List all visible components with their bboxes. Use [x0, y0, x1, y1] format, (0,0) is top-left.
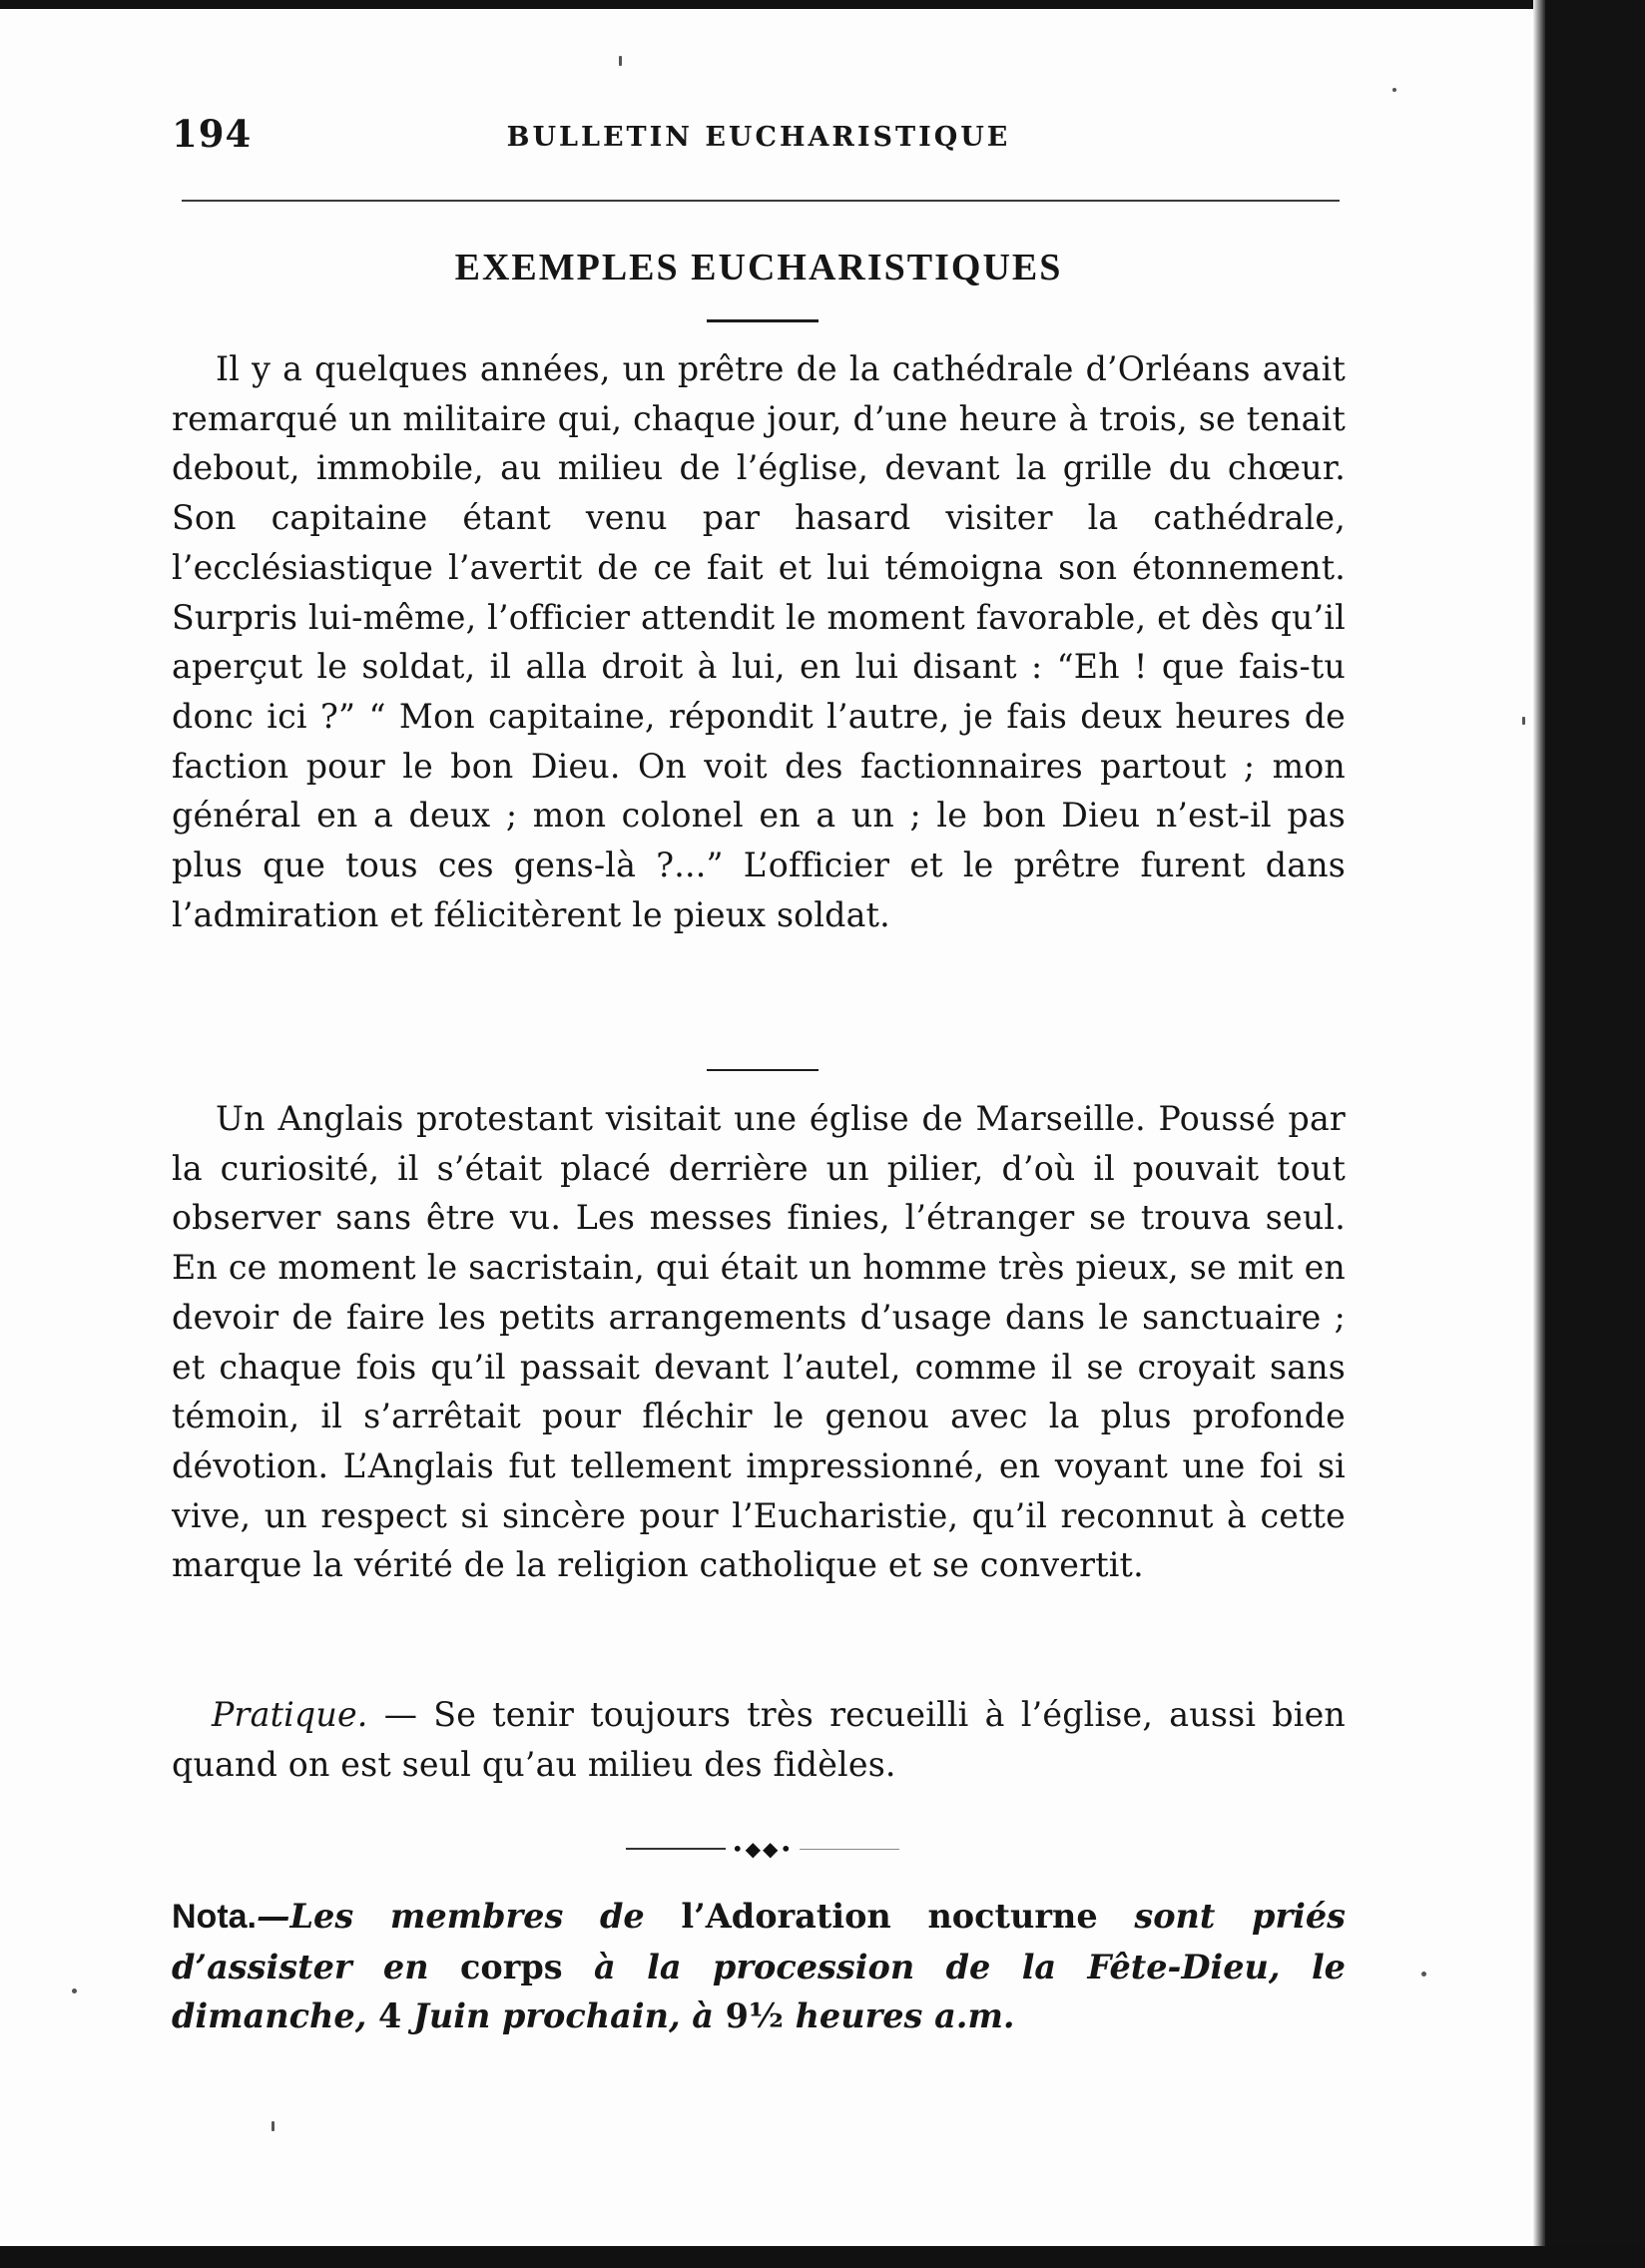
running-header: [172, 112, 1346, 162]
running-title: BULLETIN EUCHARISTIQUE: [506, 122, 1011, 153]
scan-speck: [619, 56, 622, 66]
scan-border-top: [0, 0, 1645, 9]
pratique-label: Pratique.: [212, 1695, 368, 1734]
nota-part1: Les membres de: [289, 1897, 645, 1936]
nota-part6: 4: [366, 1996, 414, 2036]
section-divider-rule: [707, 1069, 819, 1071]
nota-part4: corps: [428, 1947, 595, 1986]
ornament-line-left: [626, 1848, 726, 1850]
page-number: 194: [172, 112, 253, 156]
nota-label: Nota.: [172, 1898, 257, 1936]
ornament-glyph: •◆◆•: [731, 1837, 795, 1861]
paragraph-englishman: [172, 1094, 1346, 1590]
nota-part9: heures a.m.: [795, 1996, 1015, 2036]
scan-border-right: [1545, 0, 1645, 2268]
pratique-text: — Se tenir toujours très recueilli à l’église, aussi bien quand on est seul qu’au milieu des fidèles.: [172, 1695, 1346, 1784]
nota-part2: l’Adoration nocturne: [644, 1897, 1135, 1936]
scan-speck: [1421, 1972, 1426, 1977]
ornament-line-right: [800, 1849, 899, 1850]
paragraph-soldier: Il y a quelques années, un prêtre de la cathédrale d’Orléans avait remarqué un militaire qui, chaque jour, d’une heure à trois, se tenait debout, immobile, au milieu de l’église, devant la grille du chœur. Son capitaine étant venu par hasard visiter la cathédrale, l’ecclésiastique l’avertit de ce fait et lui témoigna son étonnement. Surpris lui-même, l’officier attendit le moment favorable, et dès qu’il aperçut le soldat, il alla droit à lui, en lui disant : “Eh ! que fais-tu donc ici ?” “ Mon capitaine, répondit l’autre, je fais deux heures de faction pour le bon Dieu. On voit des factionnaires partout ; mon général en a deux ; mon colonel en a un ; le bon Dieu n’est-il pas plus que tous ces gens-là ?...” L’officier et le prêtre furent dans l’admiration et félicitèrent le pieux soldat.: [172, 349, 1346, 934]
nota-part3: sont priés d’assister en: [172, 1897, 1347, 1986]
scan-speck: [1392, 88, 1396, 92]
nota-part8: 9½: [713, 1996, 796, 2036]
scan-speck: [1522, 717, 1525, 725]
header-rule: [182, 200, 1340, 202]
nota-paragraph: [172, 1892, 1346, 2041]
nota-part7: Juin prochain, à: [413, 1996, 714, 2036]
nota-part5: à la procession de la Fête-Dieu, le dimanche,: [172, 1947, 1346, 2036]
nota-dash: —: [257, 1897, 290, 1936]
paragraph-englishman-text: Un Anglais protestant visitait une église de Marseille. Poussé par la curiosité, il s’était placé derrière un pilier, d’où il pouvait tout observer sans être vu. Les messes finies, l’étranger se trouva seul. En ce moment le sacristain, qui était un homme très pieux, se mit en devoir de faire les petits arrangements d’usage dans le sanctuaire ; et chaque fois qu’il passait devant l’autel, comme il se croyait sans témoin, il s’arrêtait pour fléchir le genou avec la plus profonde dévotion. L’Anglais fut tellement impressionné, en voyant une foi si vive, un respect si sincère pour l’Eucharistie, qu’il reconnut à cette marque la vérité de la religion catholique et se convertit.: [172, 1099, 1346, 1585]
scan-border-bottom: [0, 2246, 1645, 2268]
scan-speck: [272, 2121, 274, 2131]
paragraph-pratique: [172, 1690, 1346, 1789]
title-rule: [707, 319, 819, 322]
section-title: EXEMPLES EUCHARISTIQUES: [454, 247, 1063, 288]
scan-speck: [72, 1988, 77, 1993]
ornament-divider: [611, 1835, 914, 1863]
